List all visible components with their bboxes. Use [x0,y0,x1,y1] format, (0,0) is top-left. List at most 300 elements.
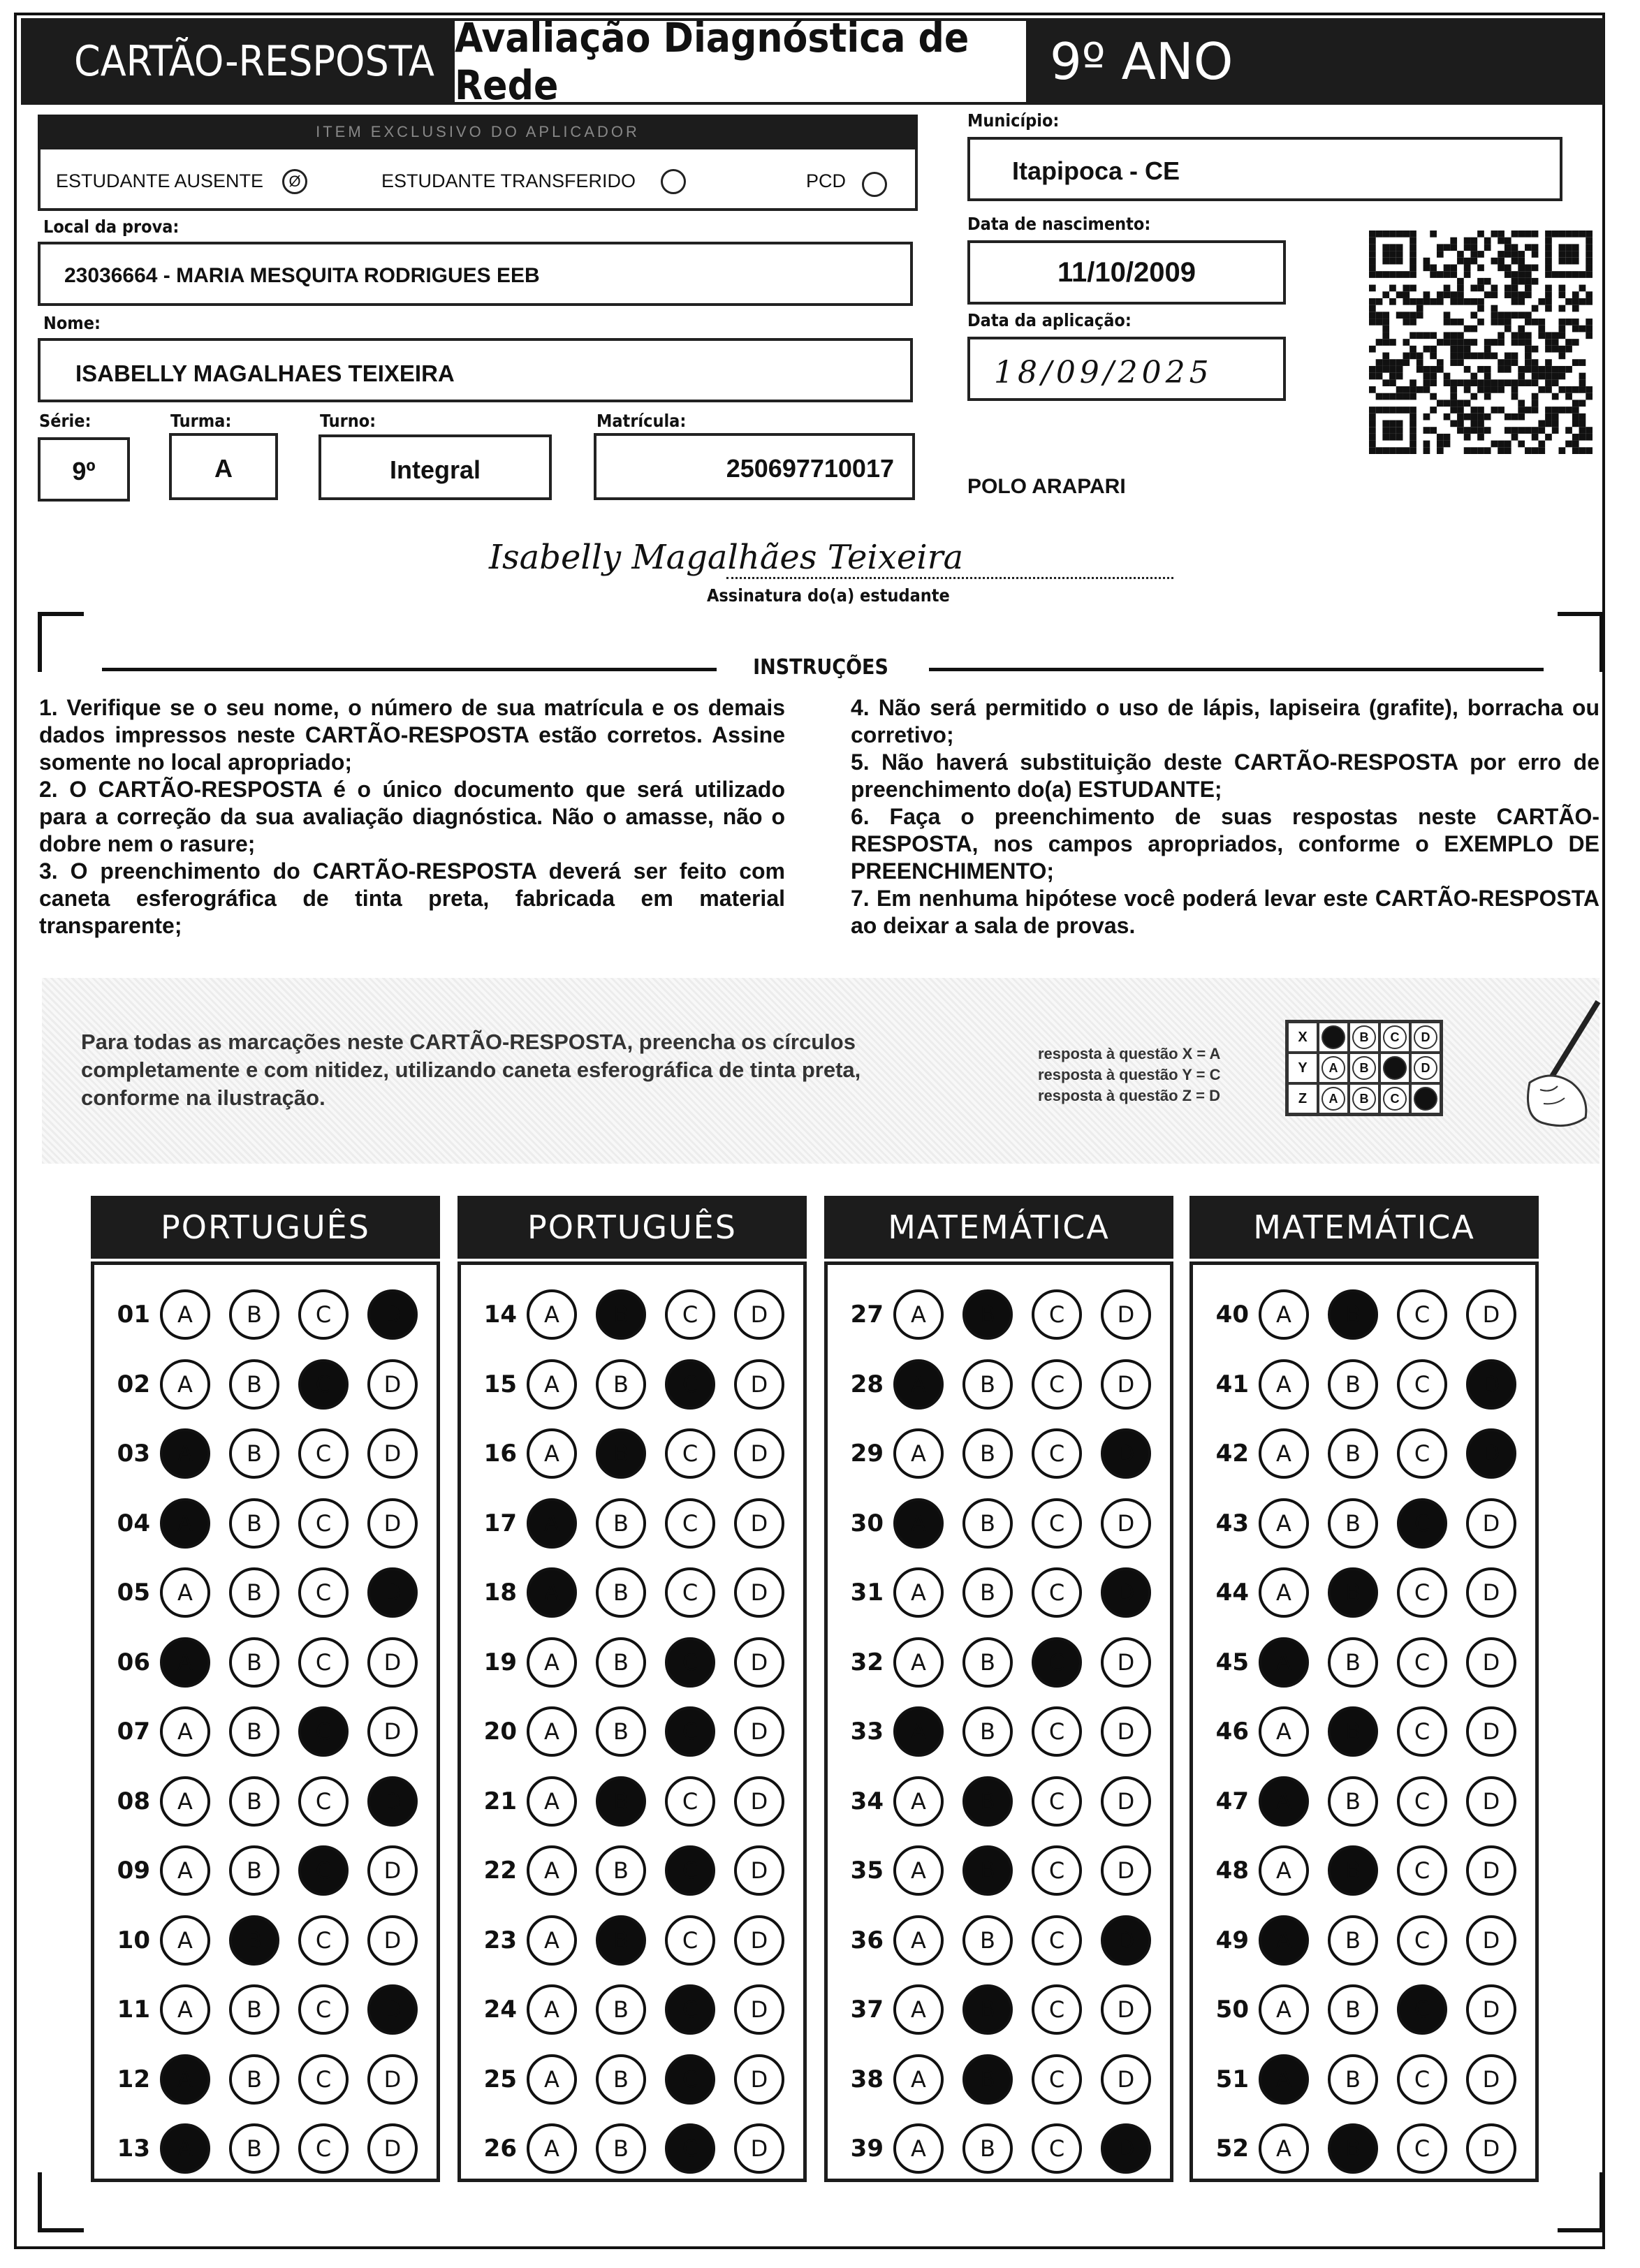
municipio-box [967,137,1562,201]
answer-bubble-d[interactable]: D [1101,1567,1151,1618]
municipio-value: Itapipoca - CE [1012,156,1180,185]
answer-bubble-d[interactable]: D [734,1706,784,1757]
example-cell [1349,1053,1379,1083]
answer-bubble-d[interactable]: D [1101,2123,1151,2174]
question-row [835,1915,1151,1966]
answer-bubble-c[interactable]: C [665,1706,715,1757]
answer-bubble-c[interactable]: C [1032,1498,1082,1549]
answer-bubble-c[interactable]: C [298,1637,349,1688]
instruction-1: 1. Verifique se o seu nome, o número de sua matrícula e os demais dados impressos neste CARTÃO-RESPOSTA estão corretos. Assine somente no local apropriado; [39,695,785,775]
answer-bubble-a[interactable]: A [1259,1289,1309,1340]
answer-bubble-c[interactable]: C [1397,1359,1447,1410]
answer-bubble-a[interactable]: A [527,1776,577,1827]
question-row [468,2123,784,2174]
answer-bubble-b[interactable]: B [596,1915,646,1966]
answer-bubble-b[interactable]: B [229,1359,279,1410]
answer-bubble-a[interactable]: A [1259,1637,1309,1688]
question-number: 02 [117,1370,150,1398]
answer-bubble-c[interactable]: C [298,1776,349,1827]
answer-bubble-b[interactable]: B [1328,1498,1378,1549]
answer-bubble-b[interactable]: B [1328,1289,1378,1340]
answer-bubble-d[interactable]: D [367,1289,418,1340]
answer-bubble-d[interactable]: D [367,1359,418,1410]
question-number: 06 [117,1648,150,1676]
answer-bubble-d[interactable]: D [734,1915,784,1966]
answer-bubble-d[interactable]: D [1466,1776,1516,1827]
example-legend-y: resposta à questão Y = C [1038,1066,1221,1083]
answer-bubble-d[interactable]: D [734,1984,784,2035]
answer-bubble-d[interactable]: D [1101,1845,1151,1896]
example-bubble [1414,1087,1437,1111]
answer-bubble-c[interactable]: C [665,1984,715,2035]
answer-bubble-a[interactable]: A [1259,1776,1309,1827]
answer-bubble-b[interactable]: B [596,1567,646,1618]
exam-title: Avaliação Diagnóstica de Rede [452,18,1029,105]
answer-bubble-d[interactable]: D [1466,1637,1516,1688]
question-number: 26 [483,2135,517,2163]
answer-bubble-c[interactable]: C [665,1776,715,1827]
instruction-7: 7. Em nenhuma hipótese você poderá levar este CARTÃO-RESPOSTA ao deixar a sala de provas. [851,886,1599,938]
answer-bubble-c[interactable]: C [1397,1915,1447,1966]
question-row [101,2123,418,2174]
answer-bubble-a[interactable]: A [893,2054,944,2105]
answer-bubble-b[interactable]: B [229,1637,279,1688]
answer-bubble-c[interactable]: C [665,1567,715,1618]
absent-checkbox[interactable]: Ø [282,169,307,194]
answer-bubble-d[interactable]: D [1466,1845,1516,1896]
answer-bubble-b[interactable]: B [1328,2054,1378,2105]
answer-bubble-c[interactable]: C [1397,1706,1447,1757]
answer-bubble-d[interactable]: D [1466,2054,1516,2105]
question-number: 27 [850,1301,884,1329]
answer-bubble-a[interactable]: A [893,1845,944,1896]
question-number: 45 [1215,1648,1249,1676]
answer-bubble-c[interactable]: C [1032,1984,1082,2035]
answer-bubble-d[interactable]: D [1101,1289,1151,1340]
name-value: ISABELLY MAGALHAES TEIXEIRA [75,360,455,386]
answer-bubble-b[interactable]: B [962,1776,1013,1827]
question-number: 52 [1215,2135,1249,2163]
example-bubble: C [1383,1025,1407,1049]
question-number: 01 [117,1301,150,1329]
answer-bubble-d[interactable]: D [734,1289,784,1340]
answer-bubble-c[interactable]: C [298,2123,349,2174]
answer-bubble-a[interactable]: A [1259,2054,1309,2105]
answer-bubble-d[interactable]: D [1466,1915,1516,1966]
answer-bubble-d[interactable]: D [1101,1984,1151,2035]
example-cell [1349,1083,1379,1114]
question-row [835,1359,1151,1410]
answer-bubble-b[interactable]: B [229,2054,279,2105]
answer-bubble-d[interactable]: D [1101,1776,1151,1827]
answer-bubble-d[interactable]: D [1466,1359,1516,1410]
answer-bubble-c[interactable]: C [1397,1567,1447,1618]
answer-bubble-d[interactable]: D [734,1498,784,1549]
answer-bubble-c[interactable]: C [1397,1984,1447,2035]
answer-bubble-b[interactable]: B [962,2054,1013,2105]
answer-bubble-d[interactable]: D [1466,1498,1516,1549]
answer-bubble-d[interactable]: D [1101,2054,1151,2105]
answer-bubble-c[interactable]: C [1397,1498,1447,1549]
answer-bubble-a[interactable]: A [160,1915,210,1966]
answer-bubble-d[interactable]: D [367,1637,418,1688]
answer-bubble-c[interactable]: C [298,1915,349,1966]
answer-bubble-a[interactable]: A [527,2054,577,2105]
answer-bubble-d[interactable]: D [367,1915,418,1966]
question-row [1200,1428,1516,1479]
answer-bubble-d[interactable]: D [734,1428,784,1479]
example-legend-z: resposta à questão Z = D [1038,1087,1221,1104]
answer-bubble-b[interactable]: B [962,1428,1013,1479]
corner-bottom-left [38,2172,84,2232]
answer-bubble-c[interactable]: C [1397,1428,1447,1479]
question-number: 03 [117,1440,150,1468]
answer-bubble-c[interactable]: C [298,1428,349,1479]
answer-bubble-c[interactable]: C [298,1845,349,1896]
answer-bubble-a[interactable]: A [893,1984,944,2035]
answer-bubble-b[interactable]: B [962,1845,1013,1896]
example-bubble: B [1352,1087,1376,1111]
answer-bubble-d[interactable]: D [367,2054,418,2105]
answer-bubble-a[interactable]: A [1259,1567,1309,1618]
answer-bubble-c[interactable]: C [665,1498,715,1549]
transferred-checkbox[interactable] [661,169,686,194]
polo-text: POLO ARAPARI [967,475,1126,498]
answer-bubble-d[interactable]: D [1466,1567,1516,1618]
answer-bubble-c[interactable]: C [1032,1706,1082,1757]
answer-bubble-a[interactable]: A [160,1984,210,2035]
answer-bubble-a[interactable]: A [1259,1984,1309,2035]
answer-bubble-c[interactable]: C [1397,1637,1447,1688]
answer-bubble-d[interactable]: D [734,1776,784,1827]
answer-bubble-b[interactable]: B [1328,1567,1378,1618]
answer-bubble-d[interactable]: D [367,2123,418,2174]
matricula-box [594,433,915,500]
answer-bubble-a[interactable]: A [160,1637,210,1688]
card-title: CARTÃO-RESPOSTA [21,18,452,105]
answer-bubble-a[interactable]: A [160,1289,210,1340]
question-number: 24 [483,1996,517,2024]
question-row [101,1567,418,1618]
answer-bubble-b[interactable]: B [596,1845,646,1896]
answer-bubble-a[interactable]: A [893,1915,944,1966]
answer-bubble-d[interactable]: D [1101,1428,1151,1479]
answer-bubble-b[interactable]: B [962,2123,1013,2174]
question-number: 49 [1215,1926,1249,1954]
answer-bubble-b[interactable]: B [962,1637,1013,1688]
question-number: 37 [850,1996,884,2024]
answer-bubble-c[interactable]: C [1397,1845,1447,1896]
signature: Isabelly Magalhães Teixeira [489,538,964,577]
answer-bubble-d[interactable]: D [1466,2123,1516,2174]
answer-bubble-a[interactable]: A [893,1498,944,1549]
answer-bubble-a[interactable]: A [160,1845,210,1896]
answer-bubble-d[interactable]: D [1466,1706,1516,1757]
turma-label: Turma: [170,411,232,431]
answer-bubble-b[interactable]: B [229,1567,279,1618]
answer-bubble-c[interactable]: C [298,1706,349,1757]
pen-hand-icon [1502,999,1606,1132]
answer-bubble-b[interactable]: B [962,1289,1013,1340]
answer-bubble-a[interactable]: A [527,1915,577,1966]
answer-bubble-c[interactable]: C [1032,1567,1082,1618]
example-cell [1379,1053,1410,1083]
question-row [468,1915,784,1966]
answer-bubble-d[interactable]: D [367,1706,418,1757]
answer-bubble-c[interactable]: C [1032,2054,1082,2105]
answer-bubble-d[interactable]: D [1466,1984,1516,2035]
example-bubble [1321,1025,1345,1049]
answer-bubble-d[interactable]: D [1101,1915,1151,1966]
serie-label: Série: [39,411,91,431]
answer-bubble-b[interactable]: B [229,1428,279,1479]
answer-bubble-a[interactable]: A [160,2054,210,2105]
answer-bubble-b[interactable]: B [596,1776,646,1827]
question-row [101,1915,418,1966]
answer-bubble-d[interactable]: D [734,1637,784,1688]
subject-header: MATEMÁTICA [824,1196,1173,1259]
question-number: 44 [1215,1579,1249,1607]
answer-bubble-b[interactable]: B [1328,1776,1378,1827]
answer-bubble-a[interactable]: A [893,1428,944,1479]
answer-bubble-c[interactable]: C [665,1289,715,1340]
answer-bubble-b[interactable]: B [596,1428,646,1479]
answer-bubble-b[interactable]: B [596,1359,646,1410]
answer-bubble-a[interactable]: A [527,1706,577,1757]
answer-bubble-b[interactable]: B [229,2123,279,2174]
signature-line [726,577,1173,579]
answer-bubble-a[interactable]: A [160,1359,210,1410]
answer-bubble-a[interactable]: A [893,1637,944,1688]
answer-bubble-d[interactable]: D [1101,1359,1151,1410]
question-row [1200,1359,1516,1410]
answer-bubble-a[interactable]: A [1259,1845,1309,1896]
answer-bubble-d[interactable]: D [734,2123,784,2174]
answer-bubble-b[interactable]: B [1328,1984,1378,2035]
question-row [835,2123,1151,2174]
answer-bubble-c[interactable]: C [665,2123,715,2174]
answer-bubble-d[interactable]: D [367,1498,418,1549]
answer-bubble-d[interactable]: D [367,1984,418,2035]
answer-bubble-b[interactable]: B [596,1498,646,1549]
answer-bubble-a[interactable]: A [527,2123,577,2174]
matricula-value: 250697710017 [726,454,894,483]
answer-bubble-c[interactable]: C [665,1915,715,1966]
example-grid [1285,1020,1443,1116]
answer-bubble-a[interactable]: A [893,2123,944,2174]
question-number: 21 [483,1787,517,1815]
answer-bubble-b[interactable]: B [229,1984,279,2035]
answer-bubble-a[interactable]: A [527,1984,577,2035]
transferred-label: ESTUDANTE TRANSFERIDO [381,170,636,191]
answer-bubble-c[interactable]: C [665,2054,715,2105]
turma-box [169,433,278,500]
example-cell [1410,1022,1441,1053]
example-row-label: Y [1287,1053,1318,1083]
corner-top-right [1558,612,1604,672]
instr-rule-right [929,668,1544,671]
answer-bubble-c[interactable]: C [665,1428,715,1479]
birth-box [967,240,1286,305]
name-label: Nome: [43,313,101,333]
application-date-label: Data da aplicação: [967,310,1132,330]
answer-bubble-d[interactable]: D [1466,1428,1516,1479]
answer-bubble-b[interactable]: B [962,1915,1013,1966]
application-date-value: 18/09/2025 [994,355,1213,390]
answer-bubble-b[interactable]: B [1328,1428,1378,1479]
example-bubble: B [1352,1056,1376,1080]
answer-bubble-d[interactable]: D [367,1776,418,1827]
question-number: 16 [483,1440,517,1468]
answer-bubble-c[interactable]: C [1032,1428,1082,1479]
answer-bubble-c[interactable]: C [1032,1637,1082,1688]
question-number: 48 [1215,1857,1249,1885]
answer-bubble-a[interactable]: A [893,1359,944,1410]
answer-bubble-a[interactable]: A [893,1289,944,1340]
question-row [468,1637,784,1688]
answer-bubble-a[interactable]: A [1259,1706,1309,1757]
answer-bubble-d[interactable]: D [734,2054,784,2105]
answer-column [91,1261,440,2182]
answer-bubble-c[interactable]: C [298,1984,349,2035]
answer-bubble-b[interactable]: B [596,2054,646,2105]
question-row [835,1776,1151,1827]
answer-bubble-a[interactable]: A [893,1706,944,1757]
answer-bubble-b[interactable]: B [596,1706,646,1757]
question-row [468,2054,784,2105]
answer-bubble-b[interactable]: B [1328,1845,1378,1896]
answer-bubble-c[interactable]: C [1032,1776,1082,1827]
answer-bubble-c[interactable]: C [298,1498,349,1549]
answer-bubble-b[interactable]: B [229,1915,279,1966]
answer-bubble-a[interactable]: A [893,1567,944,1618]
matricula-label: Matrícula: [596,411,687,431]
answer-bubble-b[interactable]: B [962,1567,1013,1618]
question-row [101,1706,418,1757]
answer-bubble-c[interactable]: C [298,1289,349,1340]
example-bubble: C [1383,1087,1407,1111]
answer-bubble-a[interactable]: A [1259,2123,1309,2174]
question-row [101,1428,418,1479]
serie-box [38,437,130,502]
answer-bubble-b[interactable]: B [229,1498,279,1549]
answer-bubble-a[interactable]: A [1259,1498,1309,1549]
answer-bubble-b[interactable]: B [962,1984,1013,2035]
answer-bubble-b[interactable]: B [229,1776,279,1827]
signature-label: Assinatura do(a) estudante [707,585,950,606]
question-row [101,1776,418,1827]
answer-bubble-a[interactable]: A [527,1359,577,1410]
answer-bubble-c[interactable]: C [1032,1845,1082,1896]
answer-bubble-b[interactable]: B [229,1706,279,1757]
qr-code [1369,231,1593,454]
answer-bubble-b[interactable]: B [1328,1706,1378,1757]
answer-bubble-c[interactable]: C [1397,1289,1447,1340]
answer-bubble-c[interactable]: C [1032,1915,1082,1966]
answer-bubble-b[interactable]: B [229,1845,279,1896]
answer-bubble-a[interactable]: A [160,1567,210,1618]
local-box [38,242,913,306]
answer-bubble-c[interactable]: C [1397,2123,1447,2174]
answer-bubble-a[interactable]: A [1259,1915,1309,1966]
answer-bubble-b[interactable]: B [596,1984,646,2035]
question-row [1200,2123,1516,2174]
answer-bubble-a[interactable]: A [160,1776,210,1827]
example-cell [1349,1022,1379,1053]
answer-bubble-a[interactable]: A [527,1289,577,1340]
example-row-label: Z [1287,1083,1318,1114]
answer-bubble-a[interactable]: A [160,1498,210,1549]
answer-bubble-a[interactable]: A [527,1428,577,1479]
answer-bubble-d[interactable]: D [734,1567,784,1618]
question-row [835,2054,1151,2105]
answer-bubble-c[interactable]: C [665,1845,715,1896]
answer-bubble-b[interactable]: B [962,1706,1013,1757]
answer-bubble-d[interactable]: D [367,1428,418,1479]
answer-bubble-c[interactable]: C [665,1359,715,1410]
answer-bubble-b[interactable]: B [596,2123,646,2174]
answer-bubble-c[interactable]: C [298,1359,349,1410]
answer-bubble-a[interactable]: A [527,1845,577,1896]
question-row [1200,2054,1516,2105]
answer-bubble-c[interactable]: C [1032,2123,1082,2174]
answer-bubble-c[interactable]: C [298,1567,349,1618]
answer-bubble-b[interactable]: B [229,1289,279,1340]
answer-bubble-d[interactable]: D [367,1845,418,1896]
answer-bubble-c[interactable]: C [1032,1359,1082,1410]
answer-bubble-a[interactable]: A [1259,1359,1309,1410]
answer-bubble-a[interactable]: A [527,1567,577,1618]
question-number: 50 [1215,1996,1249,2024]
instruction-5: 5. Não haverá substituição deste CARTÃO-RESPOSTA por erro de preenchimento do(a) ESTUDANTE; [851,749,1599,802]
answer-bubble-a[interactable]: A [160,1706,210,1757]
answer-bubble-d[interactable]: D [1101,1498,1151,1549]
answer-bubble-d[interactable]: D [1101,1637,1151,1688]
answer-bubble-d[interactable]: D [734,1845,784,1896]
pcd-checkbox[interactable] [862,172,887,197]
question-number: 10 [117,1926,150,1954]
answer-bubble-b[interactable]: B [596,1289,646,1340]
answer-bubble-a[interactable]: A [160,2123,210,2174]
answer-bubble-b[interactable]: B [962,1359,1013,1410]
answer-bubble-d[interactable]: D [1466,1289,1516,1340]
answer-bubble-c[interactable]: C [1032,1289,1082,1340]
question-number: 33 [850,1718,884,1746]
answer-bubble-b[interactable]: B [596,1637,646,1688]
grade-title: 9º ANO [1029,18,1604,105]
answer-bubble-a[interactable]: A [1259,1428,1309,1479]
question-number: 20 [483,1718,517,1746]
answer-bubble-a[interactable]: A [527,1498,577,1549]
answer-bubble-d[interactable]: D [367,1567,418,1618]
answer-bubble-a[interactable]: A [893,1776,944,1827]
answer-bubble-c[interactable]: C [1397,1776,1447,1827]
answer-bubble-b[interactable]: B [1328,1637,1378,1688]
answer-bubble-b[interactable]: B [1328,1359,1378,1410]
answer-bubble-b[interactable]: B [962,1498,1013,1549]
answer-bubble-c[interactable]: C [298,2054,349,2105]
example-legend-x: resposta à questão X = A [1038,1045,1221,1062]
example-cell [1318,1083,1349,1114]
answer-bubble-c[interactable]: C [1397,2054,1447,2105]
answer-bubble-b[interactable]: B [1328,1915,1378,1966]
answer-bubble-a[interactable]: A [527,1637,577,1688]
answer-bubble-d[interactable]: D [734,1359,784,1410]
answer-bubble-b[interactable]: B [1328,2123,1378,2174]
answer-bubble-d[interactable]: D [1101,1706,1151,1757]
answer-bubble-c[interactable]: C [665,1637,715,1688]
answer-bubble-a[interactable]: A [160,1428,210,1479]
